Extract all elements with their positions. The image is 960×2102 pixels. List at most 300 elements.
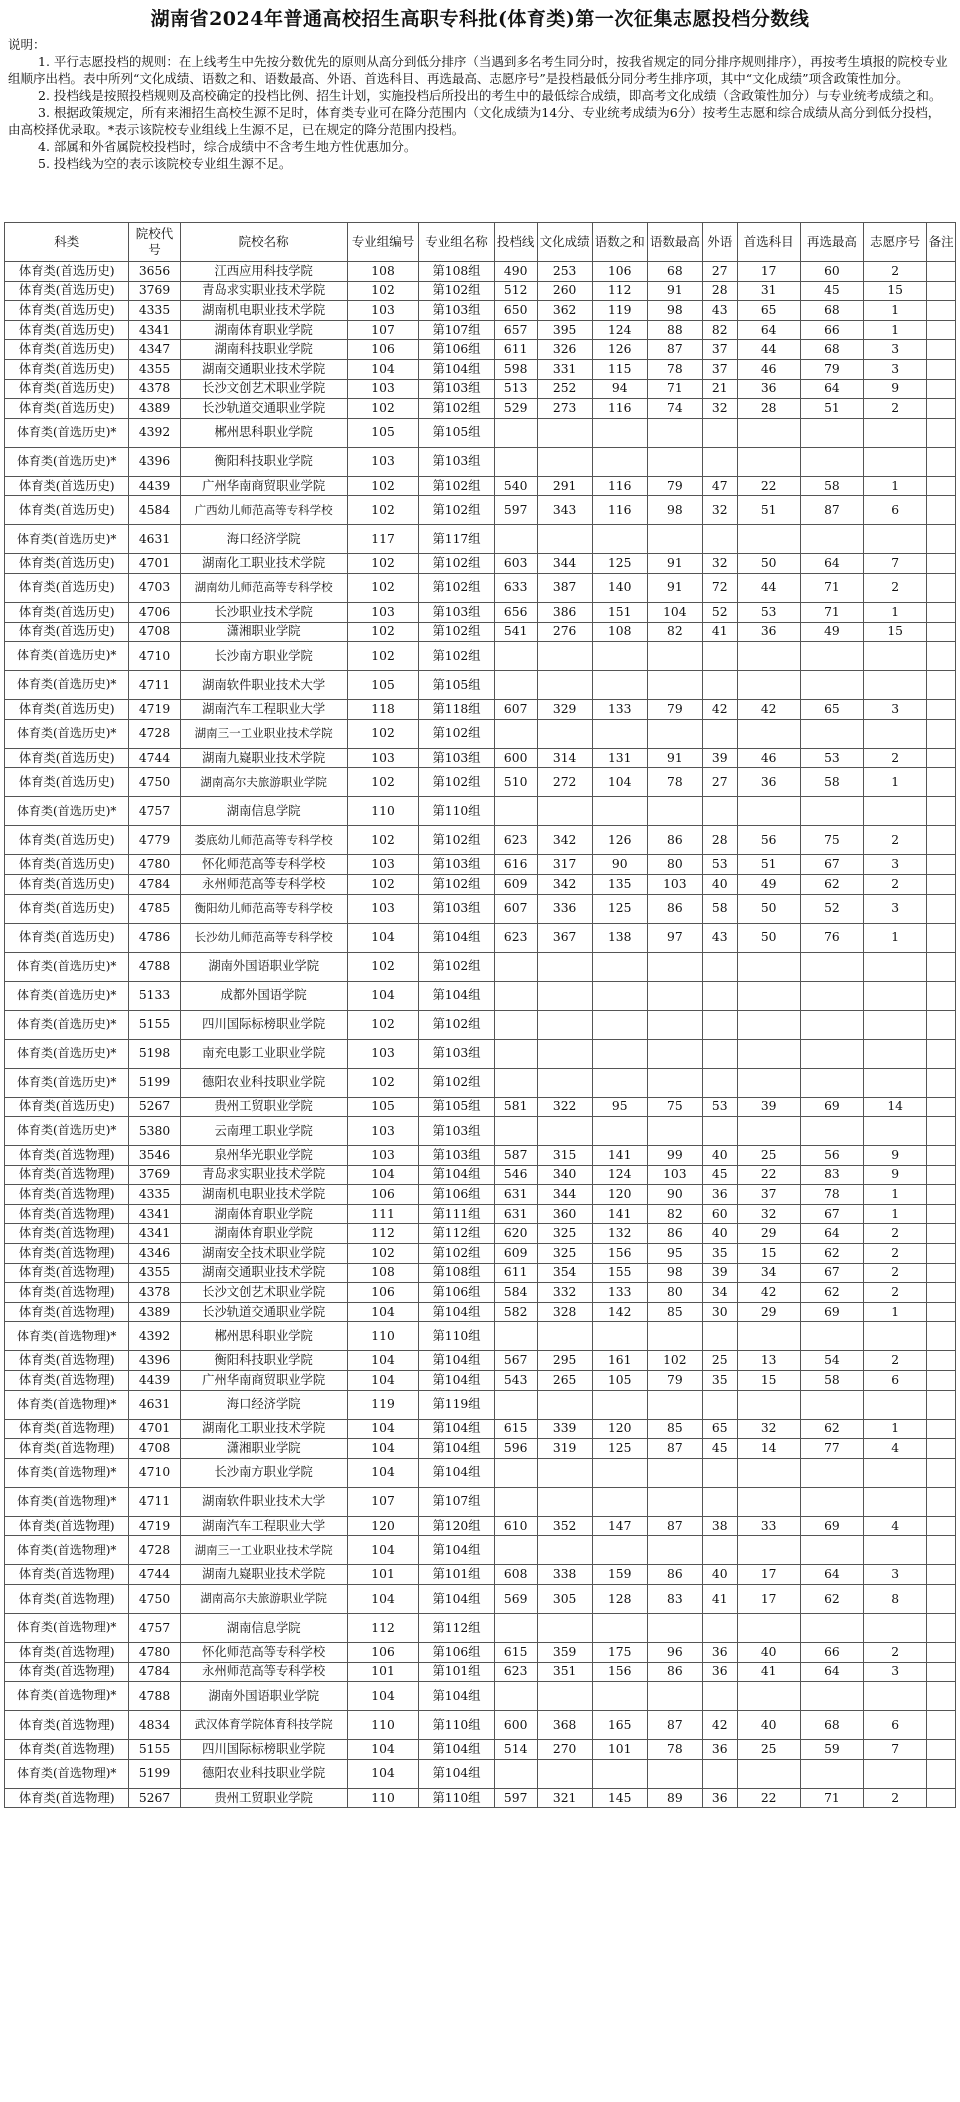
cell-remark [927,1039,956,1068]
cell-school-name: 武汉体育学院体育科技学院 [180,1711,347,1740]
table-row [5,748,956,768]
cell-foreign-lang: 27 [702,262,737,282]
table-row [5,1390,956,1419]
cell-second-max [800,642,863,671]
cell-second-max: 71 [800,573,863,602]
cell-preference-no: 2 [864,1351,927,1371]
cell-preference-no: 1 [864,1185,927,1205]
cell-remark [927,855,956,875]
cell-remark [927,399,956,419]
cell-culture: 328 [537,1302,592,1322]
cell-remark [927,1244,956,1264]
cell-preference-no: 1 [864,923,927,952]
table-row [5,1068,956,1097]
cell-preference-no: 4 [864,1439,927,1459]
cell-group-no: 103 [347,894,418,923]
cell-school-code: 5199 [129,1068,180,1097]
cell-chinese-math-sum: 95 [592,1097,647,1117]
cell-remark [927,554,956,574]
cell-first-subject [737,1682,800,1711]
cell-chinese-math-sum [592,1614,647,1643]
cell-second-max [800,525,863,554]
cell-culture [537,1487,592,1516]
cell-chinese-math-max: 75 [647,1097,702,1117]
cell-second-max: 77 [800,1439,863,1459]
cell-group-name: 第112组 [419,1614,495,1643]
cell-group-no: 103 [347,1039,418,1068]
cell-cutoff: 615 [494,1419,537,1439]
cell-preference-no [864,1536,927,1565]
cell-school-name: 长沙南方职业学院 [180,1458,347,1487]
cell-cutoff [494,797,537,826]
cell-school-code: 4780 [129,1643,180,1663]
cell-remark [927,1117,956,1146]
cell-school-code: 4710 [129,642,180,671]
cell-chinese-math-max [647,1390,702,1419]
cell-first-subject [737,1010,800,1039]
cell-cutoff: 631 [494,1204,537,1224]
cell-school-code: 4750 [129,768,180,797]
cell-chinese-math-sum: 141 [592,1204,647,1224]
cell-school-name: 长沙文创艺术职业学院 [180,379,347,399]
cell-school-code: 4631 [129,525,180,554]
cell-cutoff: 656 [494,602,537,622]
cell-chinese-math-sum: 126 [592,340,647,360]
table-row [5,262,956,282]
cell-culture [537,671,592,700]
cell-category: 体育类(首选历史) [5,894,129,923]
table-row [5,1302,956,1322]
cell-school-code: 4750 [129,1585,180,1614]
cell-foreign-lang [702,447,737,476]
cell-foreign-lang: 37 [702,359,737,379]
cell-culture: 360 [537,1204,592,1224]
cell-school-name: 湖南体育职业学院 [180,320,347,340]
cell-group-no: 102 [347,1244,418,1264]
cell-foreign-lang: 39 [702,748,737,768]
cell-chinese-math-max: 74 [647,399,702,419]
cell-group-no: 103 [347,602,418,622]
cell-group-name: 第103组 [419,379,495,399]
cell-preference-no: 2 [864,1643,927,1663]
cell-school-name: 湖南信息学院 [180,1614,347,1643]
cell-school-name: 湖南体育职业学院 [180,1204,347,1224]
cell-school-name: 湖南机电职业技术学院 [180,301,347,321]
cell-first-subject: 25 [737,1740,800,1760]
cell-foreign-lang [702,1117,737,1146]
cell-group-name: 第106组 [419,340,495,360]
cell-group-name: 第102组 [419,573,495,602]
cell-culture: 331 [537,359,592,379]
cell-second-max: 51 [800,399,863,419]
cell-culture: 273 [537,399,592,419]
cell-second-max: 66 [800,320,863,340]
cell-remark [927,1204,956,1224]
cell-school-code: 4701 [129,1419,180,1439]
col-header: 专业组编号 [347,223,418,262]
cell-group-no: 112 [347,1614,418,1643]
cell-category: 体育类(首选历史)* [5,952,129,981]
cell-group-name: 第103组 [419,1117,495,1146]
cell-group-no: 108 [347,1263,418,1283]
cell-cutoff [494,1682,537,1711]
cell-school-name: 青岛求实职业技术学院 [180,281,347,301]
cell-preference-no [864,1010,927,1039]
cell-foreign-lang: 45 [702,1165,737,1185]
cell-first-subject: 15 [737,1371,800,1391]
cell-second-max: 69 [800,1516,863,1536]
cell-school-code: 4719 [129,1516,180,1536]
cell-category: 体育类(首选物理) [5,1302,129,1322]
cell-chinese-math-max [647,719,702,748]
cell-chinese-math-sum: 159 [592,1565,647,1585]
cell-cutoff: 514 [494,1740,537,1760]
cell-school-code: 4378 [129,379,180,399]
cell-school-code: 4389 [129,1302,180,1322]
cell-second-max: 69 [800,1302,863,1322]
cell-culture [537,1682,592,1711]
cell-chinese-math-max [647,1487,702,1516]
cell-culture [537,1010,592,1039]
cell-group-no: 104 [347,1585,418,1614]
col-header: 投档线 [494,223,537,262]
cell-category: 体育类(首选历史)* [5,1117,129,1146]
cell-category: 体育类(首选历史)* [5,1010,129,1039]
cell-cutoff [494,981,537,1010]
cell-culture [537,719,592,748]
table-row [5,622,956,642]
cell-second-max: 62 [800,1585,863,1614]
cell-chinese-math-sum [592,1759,647,1788]
cell-school-name: 长沙轨道交通职业学院 [180,399,347,419]
cell-culture: 291 [537,476,592,496]
cell-first-subject: 50 [737,923,800,952]
cell-remark [927,923,956,952]
cell-foreign-lang [702,1759,737,1788]
cell-second-max: 62 [800,874,863,894]
cell-chinese-math-sum: 90 [592,855,647,875]
cell-remark [927,281,956,301]
cell-preference-no [864,719,927,748]
cell-category: 体育类(首选历史) [5,826,129,855]
cell-chinese-math-sum: 145 [592,1788,647,1808]
cell-chinese-math-sum: 151 [592,602,647,622]
cell-group-no: 101 [347,1662,418,1682]
cell-culture: 321 [537,1788,592,1808]
cell-group-name: 第103组 [419,1146,495,1166]
cell-second-max [800,1536,863,1565]
cell-remark [927,1711,956,1740]
cell-first-subject [737,1117,800,1146]
cell-preference-no [864,525,927,554]
cell-category: 体育类(首选历史)* [5,981,129,1010]
cell-chinese-math-sum: 119 [592,301,647,321]
cell-category: 体育类(首选历史) [5,359,129,379]
cell-group-name: 第107组 [419,320,495,340]
cell-school-code: 5155 [129,1010,180,1039]
cell-group-no: 103 [347,748,418,768]
cell-preference-no: 6 [864,1711,927,1740]
cell-school-name: 湖南软件职业技术大学 [180,671,347,700]
cell-first-subject: 64 [737,320,800,340]
cell-group-name: 第104组 [419,1458,495,1487]
cell-first-subject: 15 [737,1244,800,1264]
cell-chinese-math-max [647,525,702,554]
table-row [5,1185,956,1205]
table-row [5,952,956,981]
cell-culture: 260 [537,281,592,301]
cell-category: 体育类(首选历史) [5,554,129,574]
cell-cutoff: 623 [494,826,537,855]
cell-second-max: 68 [800,1711,863,1740]
cell-foreign-lang [702,981,737,1010]
cell-cutoff: 510 [494,768,537,797]
cell-culture: 314 [537,748,592,768]
table-row [5,476,956,496]
cell-first-subject [737,981,800,1010]
cell-chinese-math-sum: 140 [592,573,647,602]
cell-group-name: 第104组 [419,1371,495,1391]
cell-school-name: 成都外国语学院 [180,981,347,1010]
cell-preference-no: 4 [864,1516,927,1536]
cell-chinese-math-max: 86 [647,894,702,923]
cell-group-no: 104 [347,923,418,952]
cell-foreign-lang [702,719,737,748]
cell-culture: 325 [537,1244,592,1264]
cell-school-name: 衡阳科技职业学院 [180,1351,347,1371]
cell-foreign-lang: 41 [702,622,737,642]
table-row [5,1536,956,1565]
cell-first-subject: 37 [737,1185,800,1205]
cell-group-name: 第107组 [419,1487,495,1516]
cell-first-subject: 40 [737,1643,800,1663]
cell-chinese-math-sum [592,1682,647,1711]
cell-category: 体育类(首选历史) [5,874,129,894]
cell-second-max: 59 [800,1740,863,1760]
table-row [5,1614,956,1643]
cell-culture: 276 [537,622,592,642]
cell-category: 体育类(首选物理) [5,1165,129,1185]
cell-foreign-lang: 25 [702,1351,737,1371]
cell-chinese-math-max [647,671,702,700]
cell-group-no: 102 [347,719,418,748]
cell-second-max: 64 [800,1224,863,1244]
cell-school-name: 四川国际标榜职业学院 [180,1740,347,1760]
cell-preference-no: 2 [864,874,927,894]
cell-remark [927,262,956,282]
cell-chinese-math-sum: 128 [592,1585,647,1614]
cell-chinese-math-sum: 101 [592,1740,647,1760]
col-header: 首选科目 [737,223,800,262]
cell-cutoff: 650 [494,301,537,321]
cell-first-subject: 46 [737,748,800,768]
cell-second-max: 68 [800,301,863,321]
cell-second-max: 64 [800,1565,863,1585]
cell-group-no: 103 [347,1117,418,1146]
cell-cutoff: 582 [494,1302,537,1322]
cell-category: 体育类(首选物理) [5,1244,129,1264]
cell-culture [537,642,592,671]
cell-chinese-math-max [647,1458,702,1487]
cell-group-no: 108 [347,262,418,282]
cell-foreign-lang: 42 [702,700,737,720]
cell-school-code: 5199 [129,1759,180,1788]
cell-cutoff: 603 [494,554,537,574]
page-title: 湖南省2024年普通高校招生高职专科批(体育类)第一次征集志愿投档分数线 [150,8,810,30]
cell-preference-no: 1 [864,1419,927,1439]
cell-group-no: 105 [347,1097,418,1117]
cell-group-name: 第102组 [419,719,495,748]
score-table [4,222,956,1808]
cell-group-no: 104 [347,1439,418,1459]
cell-school-name: 永州师范高等专科学校 [180,1662,347,1682]
cell-chinese-math-max: 90 [647,1185,702,1205]
cell-preference-no: 1 [864,476,927,496]
cell-cutoff: 543 [494,1371,537,1391]
cell-preference-no: 3 [864,894,927,923]
cell-first-subject: 22 [737,476,800,496]
cell-preference-no: 2 [864,1263,927,1283]
cell-school-name: 湖南高尔夫旅游职业学院 [180,1585,347,1614]
cell-group-name: 第104组 [419,1419,495,1439]
cell-preference-no: 6 [864,1371,927,1391]
cell-remark [927,874,956,894]
cell-chinese-math-max: 82 [647,1204,702,1224]
cell-foreign-lang: 65 [702,1419,737,1439]
note-item: 2. 投档线是按照投档规则及高校确定的投档比例、招生计划，实施投档后所投出的考生中的最低综合成绩，即高考文化成绩（含政策性加分）与专业统考成绩之和。 [38,88,942,103]
cell-category: 体育类(首选物理) [5,1711,129,1740]
cell-cutoff: 600 [494,1711,537,1740]
cell-category: 体育类(首选历史) [5,340,129,360]
cell-foreign-lang [702,1010,737,1039]
cell-chinese-math-max: 83 [647,1585,702,1614]
cell-school-code: 4631 [129,1390,180,1419]
col-header: 外语 [702,223,737,262]
cell-cutoff: 490 [494,262,537,282]
cell-school-code: 5155 [129,1740,180,1760]
cell-cutoff [494,525,537,554]
cell-chinese-math-sum [592,525,647,554]
table-row [5,1039,956,1068]
cell-first-subject: 36 [737,379,800,399]
cell-chinese-math-sum: 125 [592,894,647,923]
cell-category: 体育类(首选历史) [5,768,129,797]
cell-chinese-math-max: 104 [647,602,702,622]
cell-remark [927,1185,956,1205]
cell-chinese-math-sum [592,447,647,476]
cell-chinese-math-max [647,1117,702,1146]
cell-category: 体育类(首选历史) [5,262,129,282]
cell-chinese-math-sum: 175 [592,1643,647,1663]
cell-chinese-math-max [647,1010,702,1039]
cell-chinese-math-sum: 133 [592,1283,647,1303]
cell-remark [927,320,956,340]
cell-category: 体育类(首选历史) [5,748,129,768]
cell-foreign-lang: 36 [702,1740,737,1760]
cell-foreign-lang [702,1614,737,1643]
table-row [5,1682,956,1711]
cell-first-subject: 42 [737,700,800,720]
cell-chinese-math-max: 79 [647,1371,702,1391]
table-row [5,340,956,360]
cell-remark [927,1283,956,1303]
table-row [5,399,956,419]
cell-second-max [800,447,863,476]
cell-second-max: 58 [800,768,863,797]
cell-category: 体育类(首选物理)* [5,1487,129,1516]
cell-second-max: 78 [800,1185,863,1205]
cell-school-code: 4728 [129,1536,180,1565]
cell-school-name: 四川国际标榜职业学院 [180,1010,347,1039]
cell-remark [927,1419,956,1439]
cell-remark [927,622,956,642]
cell-school-name: 广州华南商贸职业学院 [180,476,347,496]
cell-group-no: 111 [347,1204,418,1224]
cell-remark [927,1643,956,1663]
cell-first-subject: 44 [737,573,800,602]
cell-group-name: 第102组 [419,768,495,797]
cell-school-name: 湖南化工职业技术学院 [180,1419,347,1439]
cell-cutoff: 581 [494,1097,537,1117]
cell-chinese-math-max: 78 [647,359,702,379]
cell-group-no: 102 [347,1010,418,1039]
cell-chinese-math-sum [592,1536,647,1565]
cell-preference-no: 1 [864,602,927,622]
cell-group-name: 第101组 [419,1565,495,1585]
cell-remark [927,379,956,399]
cell-culture: 343 [537,496,592,525]
cell-preference-no: 2 [864,1283,927,1303]
cell-category: 体育类(首选历史)* [5,418,129,447]
cell-second-max [800,418,863,447]
cell-group-no: 102 [347,399,418,419]
cell-chinese-math-max [647,1039,702,1068]
table-row [5,700,956,720]
cell-foreign-lang: 35 [702,1371,737,1391]
cell-second-max: 75 [800,826,863,855]
cell-culture: 351 [537,1662,592,1682]
cell-preference-no [864,1682,927,1711]
cell-foreign-lang: 36 [702,1185,737,1205]
cell-group-no: 106 [347,1185,418,1205]
cell-school-code: 4341 [129,1204,180,1224]
cell-foreign-lang [702,418,737,447]
cell-category: 体育类(首选物理) [5,1585,129,1614]
cell-group-no: 105 [347,418,418,447]
table-header-row [5,223,956,262]
cell-culture: 325 [537,1224,592,1244]
col-header: 院校代号 [129,223,180,262]
cell-second-max [800,797,863,826]
cell-chinese-math-sum: 165 [592,1711,647,1740]
cell-remark [927,1165,956,1185]
cell-group-no: 102 [347,573,418,602]
cell-school-code: 4378 [129,1283,180,1303]
cell-remark [927,1788,956,1808]
cell-school-name: 衡阳科技职业学院 [180,447,347,476]
cell-group-no: 117 [347,525,418,554]
note-item: 5. 投档线为空的表示该院校专业组生源不足。 [38,156,292,171]
cell-category: 体育类(首选物理) [5,1565,129,1585]
table-row [5,1283,956,1303]
cell-cutoff: 569 [494,1585,537,1614]
cell-school-name: 怀化师范高等专科学校 [180,855,347,875]
cell-preference-no: 2 [864,399,927,419]
cell-chinese-math-sum: 132 [592,1224,647,1244]
cell-culture [537,1068,592,1097]
cell-foreign-lang [702,1487,737,1516]
cell-cutoff [494,1010,537,1039]
